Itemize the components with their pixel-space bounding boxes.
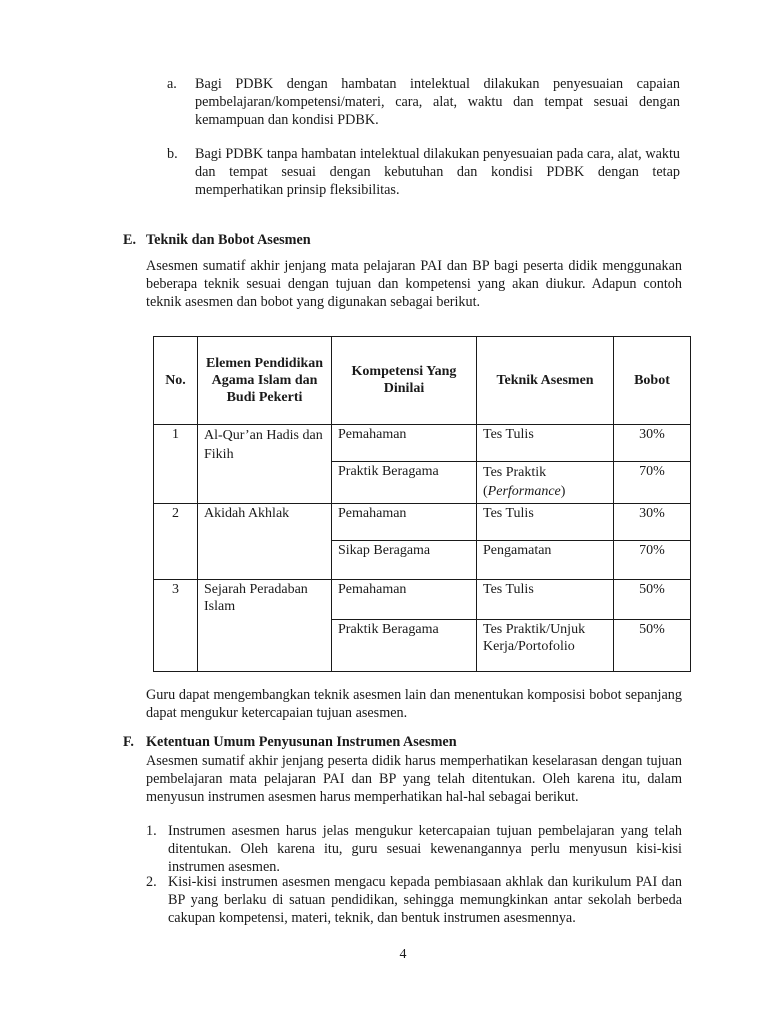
- table-row: [154, 425, 691, 462]
- row-bobot: 70%: [614, 462, 691, 504]
- section-f-intro: Asesmen sumatif akhir jenjang peserta didik harus memperhatikan keselarasan dengan tujuan pembelajaran mata pelajaran PAI dan BP yang telah ditentukan. Oleh karena itu, dalam menyusun instrumen asesmen harus memperhatikan hal-hal sebagai berikut.: [146, 753, 682, 805]
- section-f-letter: F.: [123, 734, 134, 750]
- row-teknik: Pengamatan: [477, 541, 614, 580]
- row-no: 3: [154, 580, 198, 672]
- row-teknik: Tes Tulis: [477, 504, 614, 541]
- row-bobot: 50%: [614, 620, 691, 672]
- teknik-italic-text: Performance: [487, 484, 561, 499]
- row-kompetensi: Praktik Beragama: [332, 462, 477, 504]
- list-marker-1: 1.: [146, 823, 157, 839]
- header-kompetensi: Kompetensi Yang Dinilai: [332, 337, 477, 425]
- row-no: 2: [154, 504, 198, 580]
- table-row: [154, 504, 691, 541]
- row-teknik: Tes Praktik/Unjuk Kerja/Portofolio: [477, 620, 614, 672]
- header-bobot: Bobot: [614, 337, 691, 425]
- row-no: 1: [154, 425, 198, 504]
- table-header-row: [154, 337, 691, 425]
- list-item-a-text: Bagi PDBK dengan hambatan intelektual dilakukan penyesuaian capaian pembelajaran/kompetensi/materi, cara, alat, waktu dan tempat sesuai dengan kemampuan dan kondisi PDBK.: [195, 76, 680, 128]
- section-e-letter: E.: [123, 232, 137, 248]
- header-no: No.: [154, 337, 198, 425]
- row-elemen: Akidah Akhlak: [198, 504, 332, 580]
- paren-close: ): [560, 484, 566, 499]
- row-kompetensi: Praktik Beragama: [332, 620, 477, 672]
- list-item-2-text: Kisi-kisi instrumen asesmen mengacu kepada pembiasaan akhlak dan kurikulum PAI dan BP yang berlaku di satuan pendidikan, sehingga memungkinkan antar sekolah berbeda cakupan kompetensi, materi, teknik, dan bentuk instrumen asesmennya.: [168, 874, 682, 926]
- list-marker-b: b.: [167, 146, 178, 162]
- row-bobot: 30%: [614, 425, 691, 462]
- list-marker-a: a.: [167, 76, 177, 92]
- section-e-intro: Asesmen sumatif akhir jenjang mata pelajaran PAI dan BP bagi peserta didik menggunakan beberapa teknik sesuai dengan tujuan dan kompetensi yang akan diukur. Adapun contoh teknik asesmen dan bobot yang digunakan sebagai berikut.: [146, 258, 682, 310]
- assessment-table: [153, 336, 691, 672]
- list-item-b-text: Bagi PDBK tanpa hambatan intelektual dilakukan penyesuaian pada cara, alat, waktu dan tempat sesuai dengan kebutuhan dan kondisi PDBK dengan tetap memperhatikan prinsip fleksibilitas.: [195, 146, 680, 198]
- header-elemen: Elemen Pendidikan Agama Islam dan Budi Pekerti: [198, 337, 332, 425]
- row-teknik: [477, 462, 614, 504]
- page-number: 4: [399, 947, 407, 962]
- row-teknik: Tes Tulis: [477, 425, 614, 462]
- section-f-title: Ketentuan Umum Penyusunan Instrumen Asesmen: [146, 734, 457, 750]
- section-e-after: Guru dapat mengembangkan teknik asesmen lain dan menentukan komposisi bobot sepanjang dapat mengukur ketercapaian tujuan asesmen.: [146, 687, 682, 721]
- paren-open: (: [483, 484, 488, 499]
- header-teknik: Teknik Asesmen: [477, 337, 614, 425]
- row-kompetensi: Pemahaman: [332, 580, 477, 620]
- row-bobot: 50%: [614, 580, 691, 620]
- row-kompetensi: Sikap Beragama: [332, 541, 477, 580]
- section-e-title: Teknik dan Bobot Asesmen: [146, 232, 311, 248]
- row-teknik: Tes Tulis: [477, 580, 614, 620]
- list-marker-2: 2.: [146, 874, 157, 890]
- table-row: [154, 580, 691, 620]
- row-elemen: Sejarah Peradaban Islam: [198, 580, 332, 672]
- row-bobot: 70%: [614, 541, 691, 580]
- row-bobot: 30%: [614, 504, 691, 541]
- row-kompetensi: Pemahaman: [332, 425, 477, 462]
- list-item-1-text: Instrumen asesmen harus jelas mengukur ketercapaian tujuan pembelajaran yang telah ditentukan. Oleh karena itu, guru sesuai kewenangannya perlu menyusun kisi-kisi instrumen asesmen.: [168, 823, 682, 875]
- teknik-text: Tes Praktik: [483, 465, 547, 480]
- row-elemen: Al-Qur’an Hadis dan Fikih: [198, 425, 332, 504]
- row-kompetensi: Pemahaman: [332, 504, 477, 541]
